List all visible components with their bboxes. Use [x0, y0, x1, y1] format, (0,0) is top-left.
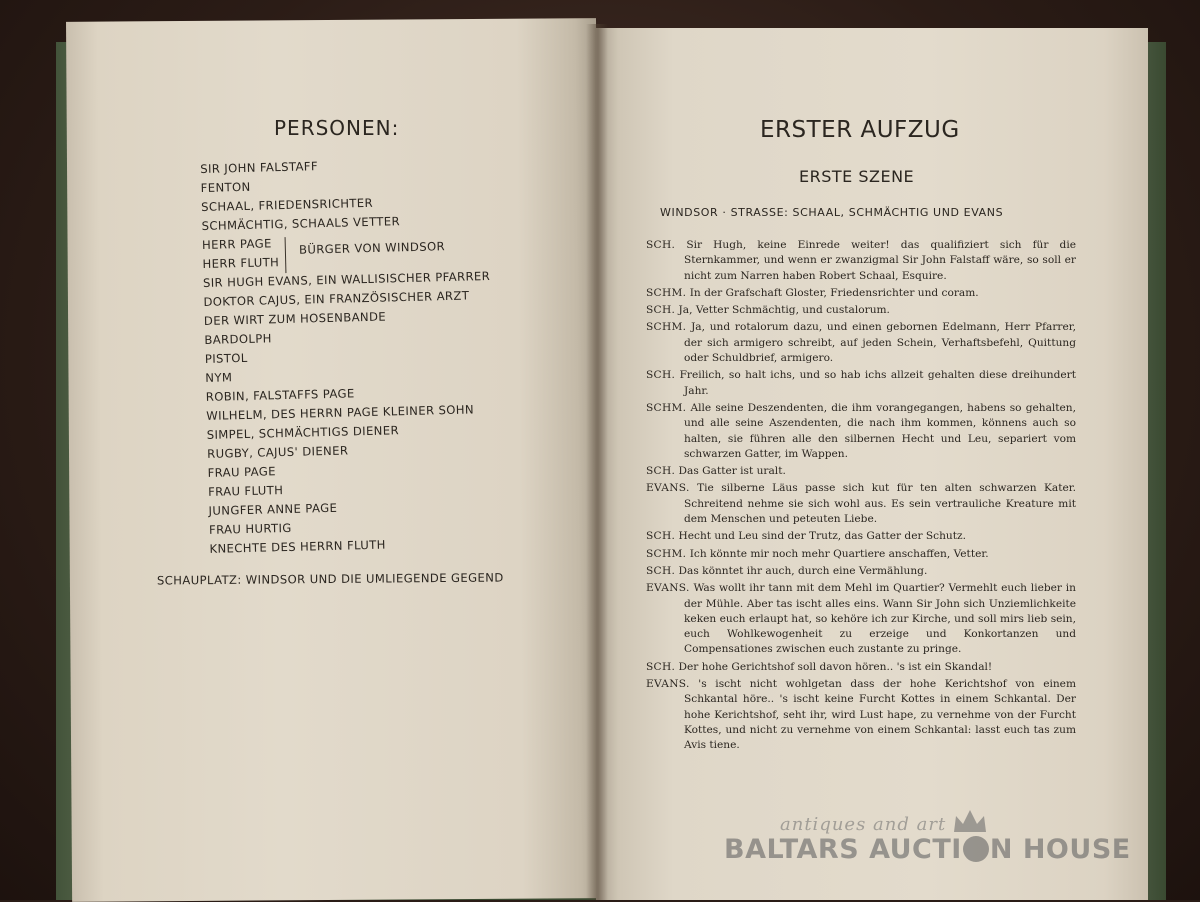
speech-line [646, 464, 1076, 479]
cast-member: FRAU FLUTH [207, 483, 284, 499]
speech-text: In der Grafschaft Gloster, Friedensrichter und coram. [689, 286, 979, 299]
speech-line [646, 529, 1076, 544]
book-gutter [586, 24, 608, 900]
speech-text: Ich könnte mir noch mehr Quartiere anschaffen, Vetter. [689, 547, 989, 560]
speaker-name: SCHM. [646, 547, 687, 560]
bracket [285, 237, 293, 273]
cast-member: JUNGFER ANNE PAGE [208, 500, 338, 518]
speaker-name: SCH. [646, 369, 676, 382]
speaker-name: EVANS. [646, 678, 690, 691]
cast-member: HERR PAGE [201, 236, 272, 252]
act-heading: ERSTER AUFZUG [760, 117, 960, 143]
cast-member: FRAU PAGE [207, 464, 277, 480]
watermark-name-right: N HOUSE [989, 834, 1131, 865]
speech-text: Freilich, so halt ichs, und so hab ichs allzeit gehalten diese dreihundert Jahr. [679, 369, 1076, 397]
speaker-name: EVANS. [646, 582, 690, 595]
cast-member: KNECHTE DES HERRN FLUTH [209, 537, 386, 556]
crown-icon [950, 806, 990, 836]
speaker-name: SCH. [646, 304, 676, 317]
cast-list [200, 153, 497, 559]
cast-member: RUGBY, CAJUS' DIENER [207, 443, 349, 461]
speech-text: Sir Hugh, keine Einrede weiter! das qualifiziert sich für die Sternkammer, und wenn er zwanzigmal Sir John Falstaff wäre, so soll er nicht zum Narren haben Robert Schaal, Esquire. [684, 239, 1076, 282]
speech-text: Ja, und rotalorum dazu, und einen gebornen Edelmann, Herr Pfarrer, der sich armigero schreibt, auf jeden Schein, Verhaftsbefehl, Quittung oder Schuldbrief, armigero. [684, 321, 1076, 365]
cast-member: NYM [205, 370, 233, 385]
speech-text: 's ischt nicht wohlgetan dass der hohe Kerichtshof von einem Schkantal höre.. 's ischt keine Furcht Kottes in einem Schkantal. Der hohe Kerichtshof, seht ihr, wird Lust hape, zu vernehme von der Furcht Kottes, und nicht zu vernehme von einem Schkantal: lasst euch tas zum Avis tiene. [684, 678, 1076, 752]
speech-text: Was wollt ihr tann mit dem Mehl im Quartier? Vermehlt euch lieber in der Mühle. Aber tas ischt alles eins. Wann Sir John sich Unziemlichkeite keken euch erlaupt hat, so kehöre ich zur Kirche, und soll mirs lieb sein, euch Wohlkewogenheit zu erzeige und Konkortanzen und Compensationes zwischen euch zustante zu pringe. [684, 582, 1076, 656]
speech-line [646, 286, 1076, 301]
speaker-name: SCHM. [646, 286, 687, 299]
speech-line [646, 677, 1076, 753]
speech-text: Das könntet ihr auch, durch eine Vermählung. [678, 564, 928, 577]
cast-member: DER WIRT ZUM HOSENBANDE [203, 309, 387, 328]
speech-line [646, 401, 1076, 462]
speaker-name: SCH. [646, 239, 676, 251]
speaker-name: SCH. [646, 564, 676, 577]
speaker-name: SCHM. [646, 321, 687, 334]
speaker-name: SCH. [646, 465, 676, 478]
speech-line [646, 303, 1076, 318]
cast-member: PISTOL [204, 350, 248, 366]
watermark-name-left: BALTARS AUCTI [724, 834, 962, 865]
cast-member: SIMPEL, SCHMÄCHTIGS DIENER [206, 423, 400, 442]
speech-line [646, 660, 1076, 675]
speech-line [646, 547, 1076, 562]
cast-member: FENTON [200, 179, 251, 195]
speech-text: Alle seine Deszendenten, die ihm vorangegangen, habens so gehalten, und alle seine Aszendenten, die nach ihm kommen, könnens auch so halten, sie führen alle den silbernen Hecht und Leu, separiert vom schwarzen Gatter, im Wappen. [684, 401, 1076, 460]
cast-member: SCHAAL, FRIEDENSRICHTER [200, 195, 374, 214]
speech-text: Das Gatter ist uralt. [678, 465, 786, 478]
cast-member: SIR HUGH EVANS, EIN WALLISISCHER PFARRER [202, 268, 491, 290]
speech-line [646, 320, 1076, 366]
speech-text: Ja, Vetter Schmächtig, und custalorum. [678, 304, 890, 317]
speech-text: Hecht und Leu sind der Trutz, das Gatter der Schutz. [678, 530, 966, 543]
schauplatz-line: SCHAUPLATZ: WINDSOR UND DIE UMLIEGENDE GEGEND [156, 570, 504, 588]
cast-member: ROBIN, FALSTAFFS PAGE [205, 386, 355, 404]
speech-line [646, 581, 1076, 657]
speech-text: Tie silberne Läus passe sich kut für ten alten schwarzen Kater. Schreitend nehme sie sich wohl aus. Es sein vertrauliche Kreature mit dem Menschen und peteuten Liebe. [684, 482, 1076, 526]
speech-line [646, 368, 1076, 399]
speaker-name: EVANS. [646, 482, 690, 495]
dialogue-block [646, 238, 1076, 756]
cast-member: BARDOLPH [204, 331, 272, 347]
bracket-note: BÜRGER VON WINDSOR [298, 239, 446, 257]
speaker-name: SCHM. [646, 401, 687, 414]
watermark-tagline: antiques and art [780, 814, 947, 835]
speaker-name: SCH. [646, 660, 676, 673]
cast-member: FRAU HURTIG [208, 520, 292, 537]
cast-member: SCHMÄCHTIG, SCHAALS VETTER [201, 214, 401, 233]
watermark-o-circle [963, 836, 989, 862]
speech-line [646, 481, 1076, 527]
cast-member: DOKTOR CAJUS, EIN FRANZÖSISCHER ARZT [203, 288, 470, 309]
cast-member: HERR FLUTH [202, 255, 280, 271]
cast-member: WILHELM, DES HERRN PAGE KLEINER SOHN [206, 402, 475, 423]
scene-heading: ERSTE SZENE [799, 167, 915, 186]
speech-line [646, 564, 1076, 579]
personen-title: PERSONEN: [274, 116, 400, 140]
cast-member: SIR JOHN FALSTAFF [200, 159, 319, 176]
speech-text: Der hohe Gerichtshof soll davon hören.. 's ist ein Skandal! [678, 660, 993, 673]
speech-line [646, 238, 1076, 284]
watermark-name [724, 834, 1131, 865]
scene-setting: WINDSOR · STRASSE: SCHAAL, SCHMÄCHTIG UND EVANS [660, 206, 1004, 219]
speaker-name: SCH. [646, 530, 676, 543]
